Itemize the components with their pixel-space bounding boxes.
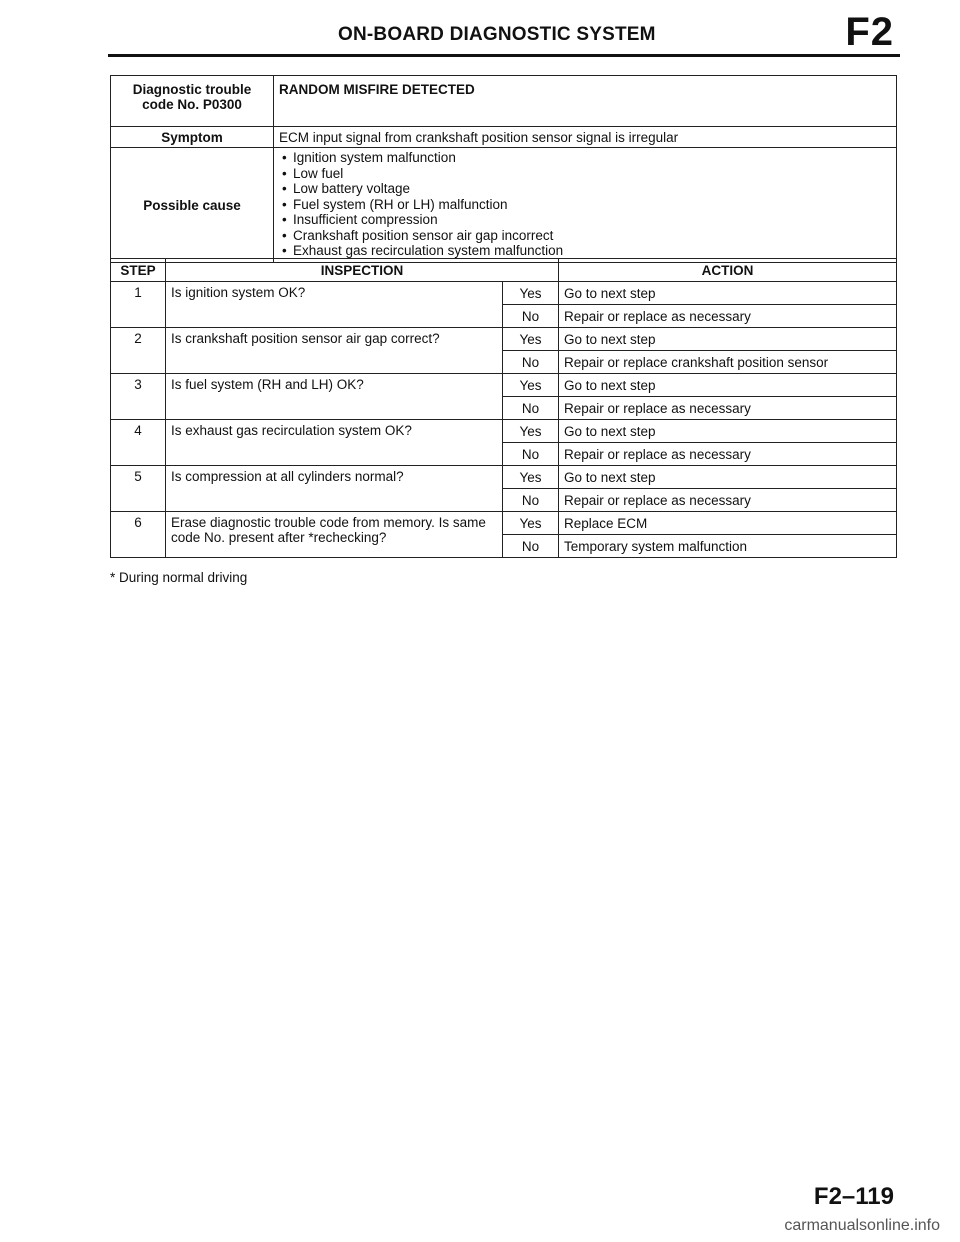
no-label: No <box>503 535 559 558</box>
cause-item: • Insufficient compression <box>279 212 891 228</box>
cause-item: • Low battery voltage <box>279 181 891 197</box>
section-code: F2 <box>845 10 894 54</box>
dtc-label-line1: Diagnostic trouble <box>132 82 252 97</box>
action-header: ACTION <box>559 259 897 282</box>
yes-label: Yes <box>503 466 559 489</box>
step-number: 4 <box>111 420 166 466</box>
symptom-label: Symptom <box>111 127 274 148</box>
no-label: No <box>503 489 559 512</box>
yes-action: Go to next step <box>559 466 897 489</box>
symptom-row <box>111 127 897 148</box>
cause-list-cell <box>274 148 897 263</box>
yes-action: Go to next step <box>559 282 897 305</box>
cause-item: • Fuel system (RH or LH) malfunction <box>279 197 891 213</box>
step-number: 6 <box>111 512 166 558</box>
yes-action: Go to next step <box>559 420 897 443</box>
yes-action: Go to next step <box>559 328 897 351</box>
steps-header-row <box>111 259 897 282</box>
cause-list <box>279 150 891 259</box>
page-number: F2–119 <box>813 1183 894 1210</box>
step-row <box>111 374 897 397</box>
yes-label: Yes <box>503 420 559 443</box>
step-row <box>111 420 897 443</box>
inspection-steps-table <box>110 258 897 558</box>
dtc-row <box>111 76 897 127</box>
inspection-text: Is fuel system (RH and LH) OK? <box>166 374 503 420</box>
yes-label: Yes <box>503 328 559 351</box>
inspection-text: Is exhaust gas recirculation system OK? <box>166 420 503 466</box>
no-action: Repair or replace as necessary <box>559 443 897 466</box>
yes-label: Yes <box>503 282 559 305</box>
inspection-text: Erase diagnostic trouble code from memory. Is same code No. present after *rechecking? <box>166 512 503 558</box>
dtc-label <box>111 76 274 127</box>
symptom-value: ECM input signal from crankshaft position sensor signal is irregular <box>274 127 897 148</box>
cause-item: • Ignition system malfunction <box>279 150 891 166</box>
step-row <box>111 282 897 305</box>
page-title: ON-BOARD DIAGNOSTIC SYSTEM <box>338 24 656 45</box>
cause-label: Possible cause <box>111 148 274 263</box>
yes-label: Yes <box>503 512 559 535</box>
no-action: Repair or replace crankshaft position sensor <box>559 351 897 374</box>
no-action: Repair or replace as necessary <box>559 489 897 512</box>
yes-action: Replace ECM <box>559 512 897 535</box>
step-row <box>111 328 897 351</box>
cause-row <box>111 148 897 263</box>
inspection-text: Is compression at all cylinders normal? <box>166 466 503 512</box>
no-action: Repair or replace as necessary <box>559 397 897 420</box>
dtc-value: RANDOM MISFIRE DETECTED <box>274 76 897 127</box>
page-header <box>108 10 900 57</box>
dtc-info-table <box>110 75 897 263</box>
inspection-header: INSPECTION <box>166 259 559 282</box>
inspection-text: Is ignition system OK? <box>166 282 503 328</box>
no-action: Temporary system malfunction <box>559 535 897 558</box>
no-label: No <box>503 397 559 420</box>
cause-item: • Low fuel <box>279 166 891 182</box>
inspection-text: Is crankshaft position sensor air gap correct? <box>166 328 503 374</box>
cause-item: • Exhaust gas recirculation system malfunction <box>279 243 891 259</box>
step-number: 2 <box>111 328 166 374</box>
no-action: Repair or replace as necessary <box>559 305 897 328</box>
yes-action: Go to next step <box>559 374 897 397</box>
no-label: No <box>503 351 559 374</box>
step-row <box>111 512 897 535</box>
step-header: STEP <box>111 259 166 282</box>
dtc-label-line2: code No. P0300 <box>142 97 242 112</box>
step-number: 5 <box>111 466 166 512</box>
step-row <box>111 466 897 489</box>
no-label: No <box>503 305 559 328</box>
no-label: No <box>503 443 559 466</box>
cause-item: • Crankshaft position sensor air gap incorrect <box>279 228 891 244</box>
footnote: * During normal driving <box>110 570 248 585</box>
yes-label: Yes <box>503 374 559 397</box>
step-number: 1 <box>111 282 166 328</box>
step-number: 3 <box>111 374 166 420</box>
watermark: carmanualsonline.info <box>784 1217 940 1234</box>
